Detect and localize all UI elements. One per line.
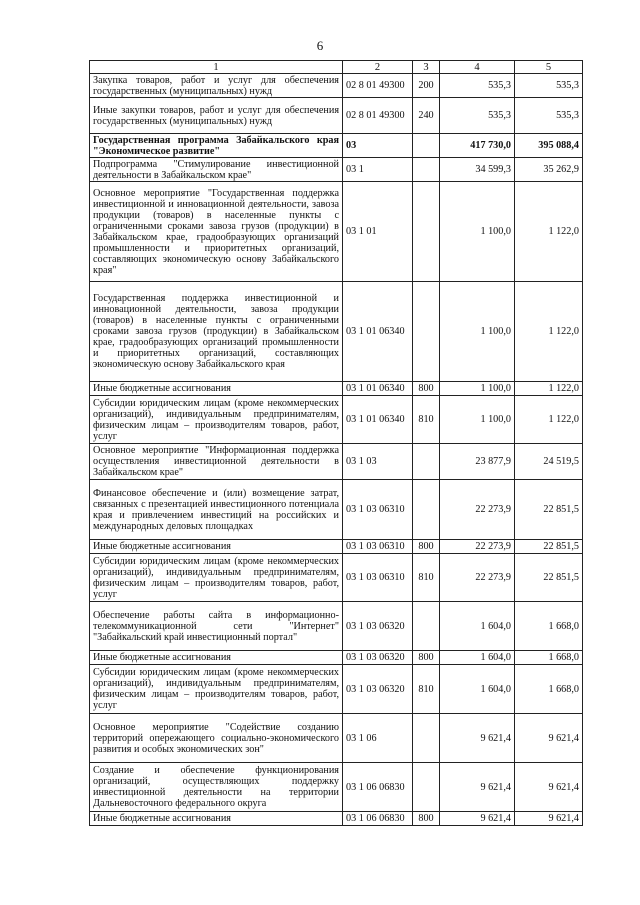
row-name-cell: Основное мероприятие "Государственная поддержка инвестиционной и инновационной деятельности, завоза продукции (товаров) в населенные пункты с ограниченными сроками завоза грузов (продукции) в Забайкальском крае, градообразующих организаций промышленности и приоритетных организаций, составляющих экономическую основу Забайкальского края" xyxy=(90,182,343,282)
row-name-cell: Иные закупки товаров, работ и услуг для обеспечения государственных (муниципальных) нужд xyxy=(90,98,343,134)
table-row xyxy=(90,396,583,444)
header-cell: 3 xyxy=(413,61,440,74)
row-value-2021-cell: 22 851,5 xyxy=(515,554,583,602)
table-row xyxy=(90,480,583,540)
row-type-cell: 810 xyxy=(413,554,440,602)
row-value-2020-cell: 22 273,9 xyxy=(440,554,515,602)
row-type-cell: 800 xyxy=(413,540,440,554)
row-value-2021-cell: 22 851,5 xyxy=(515,540,583,554)
row-value-2021-cell: 1 668,0 xyxy=(515,651,583,665)
row-code-cell: 03 xyxy=(343,134,413,158)
row-code-cell: 03 1 03 06320 xyxy=(343,651,413,665)
table-row xyxy=(90,158,583,182)
row-name-cell: Финансовое обеспечение и (или) возмещение затрат, связанных с презентацией инвестиционного потенциала края и привлечением инвестиций на российских и международных деловых площадках xyxy=(90,480,343,540)
row-name-cell: Основное мероприятие "Содействие созданию территорий опережающего социально-экономического развития и особых экономических зон" xyxy=(90,714,343,763)
table-row xyxy=(90,382,583,396)
row-value-2021-cell: 1 668,0 xyxy=(515,602,583,651)
row-name-cell: Субсидии юридическим лицам (кроме некоммерческих организаций), индивидуальным предпринимателям, физическим лицам – производителям товаров, работ, услуг xyxy=(90,554,343,602)
row-value-2020-cell: 34 599,3 xyxy=(440,158,515,182)
row-value-2021-cell: 1 122,0 xyxy=(515,282,583,382)
row-code-cell: 03 1 03 06310 xyxy=(343,554,413,602)
row-value-2021-cell: 395 088,4 xyxy=(515,134,583,158)
row-code-cell: 03 1 01 xyxy=(343,182,413,282)
row-code-cell: 03 1 06 xyxy=(343,714,413,763)
row-value-2021-cell: 35 262,9 xyxy=(515,158,583,182)
table-row xyxy=(90,182,583,282)
row-code-cell: 03 1 01 06340 xyxy=(343,382,413,396)
table-row xyxy=(90,665,583,714)
row-value-2020-cell: 1 100,0 xyxy=(440,382,515,396)
row-value-2021-cell: 24 519,5 xyxy=(515,444,583,480)
table-row xyxy=(90,714,583,763)
row-value-2020-cell: 1 604,0 xyxy=(440,665,515,714)
row-value-2020-cell: 1 100,0 xyxy=(440,396,515,444)
table-row xyxy=(90,444,583,480)
row-code-cell: 02 8 01 49300 xyxy=(343,74,413,98)
row-type-cell xyxy=(413,182,440,282)
row-code-cell: 03 1 06 06830 xyxy=(343,763,413,812)
row-value-2020-cell: 535,3 xyxy=(440,98,515,134)
header-cell: 2 xyxy=(343,61,413,74)
table-row xyxy=(90,812,583,826)
row-code-cell: 03 1 06 06830 xyxy=(343,812,413,826)
row-name-cell: Иные бюджетные ассигнования xyxy=(90,382,343,396)
row-value-2020-cell: 417 730,0 xyxy=(440,134,515,158)
row-type-cell: 800 xyxy=(413,382,440,396)
row-name-cell: Создание и обеспечение функционирования организаций, осуществляющих поддержку инвестиционной деятельности на территории Дальневосточного федерального округа xyxy=(90,763,343,812)
table-row xyxy=(90,651,583,665)
row-type-cell: 240 xyxy=(413,98,440,134)
row-name-cell: Закупка товаров, работ и услуг для обеспечения государственных (муниципальных) нужд xyxy=(90,74,343,98)
row-value-2020-cell: 1 100,0 xyxy=(440,182,515,282)
header-cell: 5 xyxy=(515,61,583,74)
row-type-cell xyxy=(413,158,440,182)
row-type-cell xyxy=(413,134,440,158)
row-type-cell: 800 xyxy=(413,651,440,665)
table-row xyxy=(90,98,583,134)
row-name-cell: Субсидии юридическим лицам (кроме некоммерческих организаций), индивидуальным предпринимателям, физическим лицам – производителям товаров, работ, услуг xyxy=(90,396,343,444)
row-type-cell: 810 xyxy=(413,665,440,714)
row-type-cell xyxy=(413,714,440,763)
row-name-cell: Обеспечение работы сайта в информационно-телекоммуникационной сети "Интернет" "Забайкальский край инвестиционный портал" xyxy=(90,602,343,651)
row-value-2021-cell: 9 621,4 xyxy=(515,763,583,812)
row-value-2020-cell: 1 604,0 xyxy=(440,602,515,651)
row-value-2021-cell: 1 122,0 xyxy=(515,382,583,396)
row-type-cell xyxy=(413,763,440,812)
row-type-cell xyxy=(413,282,440,382)
row-name-cell: Субсидии юридическим лицам (кроме некоммерческих организаций), индивидуальным предпринимателям, физическим лицам – производителям товаров, работ, услуг xyxy=(90,665,343,714)
row-value-2020-cell: 22 273,9 xyxy=(440,480,515,540)
table-row xyxy=(90,134,583,158)
row-type-cell: 800 xyxy=(413,812,440,826)
table-row xyxy=(90,602,583,651)
row-type-cell xyxy=(413,480,440,540)
row-type-cell: 200 xyxy=(413,74,440,98)
table-row xyxy=(90,74,583,98)
row-code-cell: 03 1 03 06310 xyxy=(343,540,413,554)
row-code-cell: 02 8 01 49300 xyxy=(343,98,413,134)
row-code-cell: 03 1 xyxy=(343,158,413,182)
row-value-2020-cell: 22 273,9 xyxy=(440,540,515,554)
table-header-row xyxy=(90,61,583,74)
row-value-2020-cell: 9 621,4 xyxy=(440,812,515,826)
row-value-2021-cell: 535,3 xyxy=(515,98,583,134)
row-name-cell: Иные бюджетные ассигнования xyxy=(90,540,343,554)
row-value-2020-cell: 23 877,9 xyxy=(440,444,515,480)
row-name-cell: Подпрограмма "Стимулирование инвестиционной деятельности в Забайкальском крае" xyxy=(90,158,343,182)
row-code-cell: 03 1 01 06340 xyxy=(343,282,413,382)
budget-table xyxy=(89,60,583,826)
row-value-2021-cell: 1 668,0 xyxy=(515,665,583,714)
row-value-2020-cell: 9 621,4 xyxy=(440,763,515,812)
table-row xyxy=(90,282,583,382)
row-code-cell: 03 1 03 06320 xyxy=(343,602,413,651)
page-number: 6 xyxy=(316,38,324,53)
row-value-2020-cell: 535,3 xyxy=(440,74,515,98)
row-name-cell: Иные бюджетные ассигнования xyxy=(90,812,343,826)
row-value-2021-cell: 1 122,0 xyxy=(515,396,583,444)
row-value-2021-cell: 1 122,0 xyxy=(515,182,583,282)
row-type-cell xyxy=(413,602,440,651)
row-type-cell: 810 xyxy=(413,396,440,444)
row-value-2021-cell: 22 851,5 xyxy=(515,480,583,540)
row-value-2021-cell: 9 621,4 xyxy=(515,714,583,763)
row-type-cell xyxy=(413,444,440,480)
row-name-cell: Иные бюджетные ассигнования xyxy=(90,651,343,665)
row-value-2020-cell: 1 604,0 xyxy=(440,651,515,665)
table-row xyxy=(90,763,583,812)
row-code-cell: 03 1 03 06320 xyxy=(343,665,413,714)
row-name-cell: Государственная поддержка инвестиционной и инновационной деятельности, завоза продукции (товаров) в населенные пункты с ограниченными сроками завоза грузов (продукции) в Забайкальском крае, градообразующих организаций промышленности и приоритетных организаций, составляющих экономическую основу Забайкальского края xyxy=(90,282,343,382)
table-row xyxy=(90,554,583,602)
row-name-cell: Основное мероприятие "Информационная поддержка осуществления инвестиционной деятельности в Забайкальском крае" xyxy=(90,444,343,480)
row-value-2020-cell: 1 100,0 xyxy=(440,282,515,382)
row-value-2021-cell: 535,3 xyxy=(515,74,583,98)
row-name-cell: Государственная программа Забайкальского края "Экономическое развитие" xyxy=(90,134,343,158)
header-cell: 1 xyxy=(90,61,343,74)
table-row xyxy=(90,540,583,554)
row-value-2021-cell: 9 621,4 xyxy=(515,812,583,826)
row-code-cell: 03 1 03 06310 xyxy=(343,480,413,540)
row-code-cell: 03 1 01 06340 xyxy=(343,396,413,444)
row-code-cell: 03 1 03 xyxy=(343,444,413,480)
header-cell: 4 xyxy=(440,61,515,74)
row-value-2020-cell: 9 621,4 xyxy=(440,714,515,763)
